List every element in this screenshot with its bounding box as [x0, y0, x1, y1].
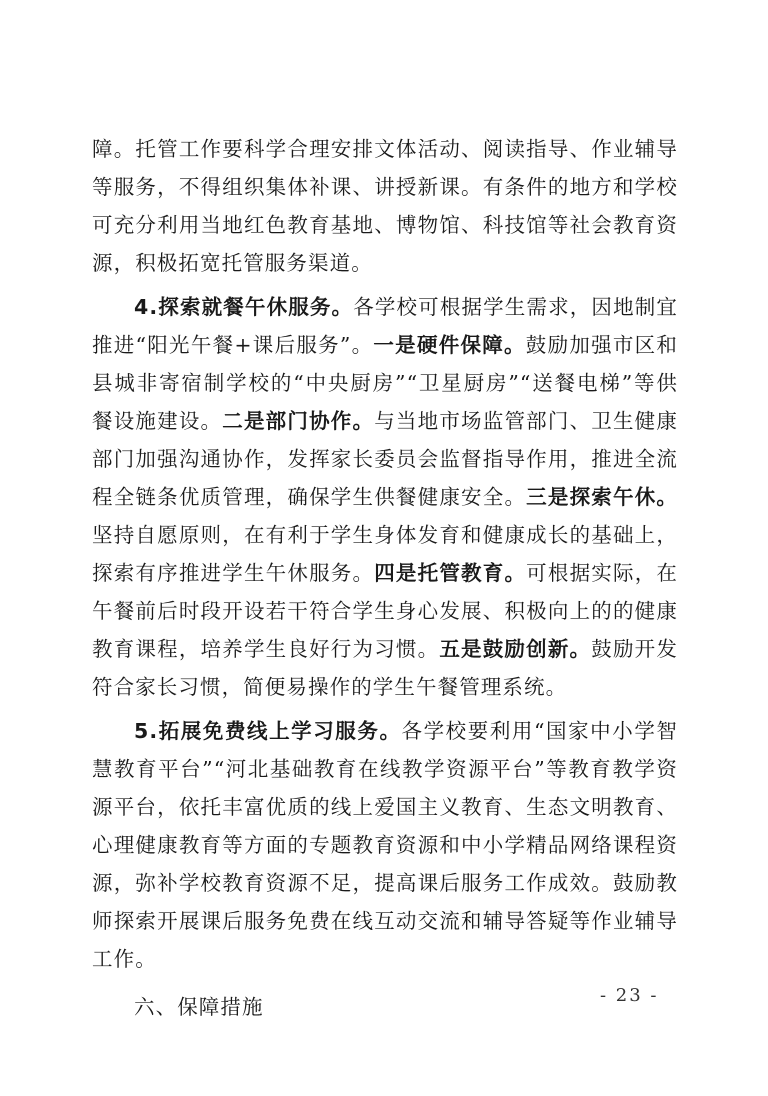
paragraph-text: 各学校可根据学生需求，因地制宜推进“阳光午餐+课后服务”。 — [92, 295, 679, 357]
paragraph-text: 坚持自愿原则，在有利于学生身体发育和健康成长的基础上，探索有序推进学生午休服务。 — [92, 523, 678, 585]
section-title-lunch: 4.探索就餐午休服务。 — [134, 295, 354, 319]
point-hardware: 一是硬件保障。 — [373, 333, 526, 357]
paragraph-online-learning — [92, 712, 678, 978]
paragraph-text: 与当地市场监管部门、卫生健康部门加强沟通协作，发挥家长委员会监督指导作用，推进全流程全链条优质管理，确保学生供餐健康安全。 — [92, 409, 678, 509]
document-body — [92, 130, 678, 1032]
point-innovation: 五是鼓励创新。 — [439, 637, 592, 661]
paragraph-text: 鼓励开发符合家长习惯，简便易操作的学生午餐管理系统。 — [92, 637, 678, 699]
paragraph-text: 各学校要利用“国家中小学智慧教育平台”“河北基础教育在线教学资源平台”等教育教学资源平台，依托丰富优质的线上爱国主义教育、生态文明教育、心理健康教育等方面的专题教育资源和中小学精品网络课程资源，弥补学校教育资源不足，提高课后服务工作成效。鼓励教师探索开展课后服务免费在线互动交流和辅导答疑等作业辅导工作。 — [92, 719, 678, 971]
point-nap: 三是探索午休。 — [526, 485, 679, 509]
section-title-online: 5.拓展免费线上学习服务。 — [134, 719, 402, 743]
paragraph-text: 鼓励加强市区和县城非寄宿制学校的“中央厨房”“卫星厨房”“送餐电梯”等供餐设施建设。 — [92, 333, 679, 433]
page-number: - 23 - — [600, 985, 659, 1006]
point-cooperation: 二是部门协作。 — [222, 409, 375, 433]
paragraph-text: 可根据实际，在午餐前后时段开设若干符合学生身心发展、积极向上的的健康教育课程，培养学生良好行为习惯。 — [92, 561, 678, 661]
section-heading-safeguards: 六、保障措施 — [134, 995, 264, 1019]
point-education: 四是托管教育。 — [374, 561, 527, 585]
paragraph-lunch-service — [92, 288, 678, 706]
paragraph-continuation: 障。托管工作要科学合理安排文体活动、阅读指导、作业辅导等服务，不得组织集体补课、讲授新课。有条件的地方和学校可充分利用当地红色教育基地、博物馆、科技馆等社会教育资源，积极拓宽托管服务渠道。 — [92, 137, 678, 275]
